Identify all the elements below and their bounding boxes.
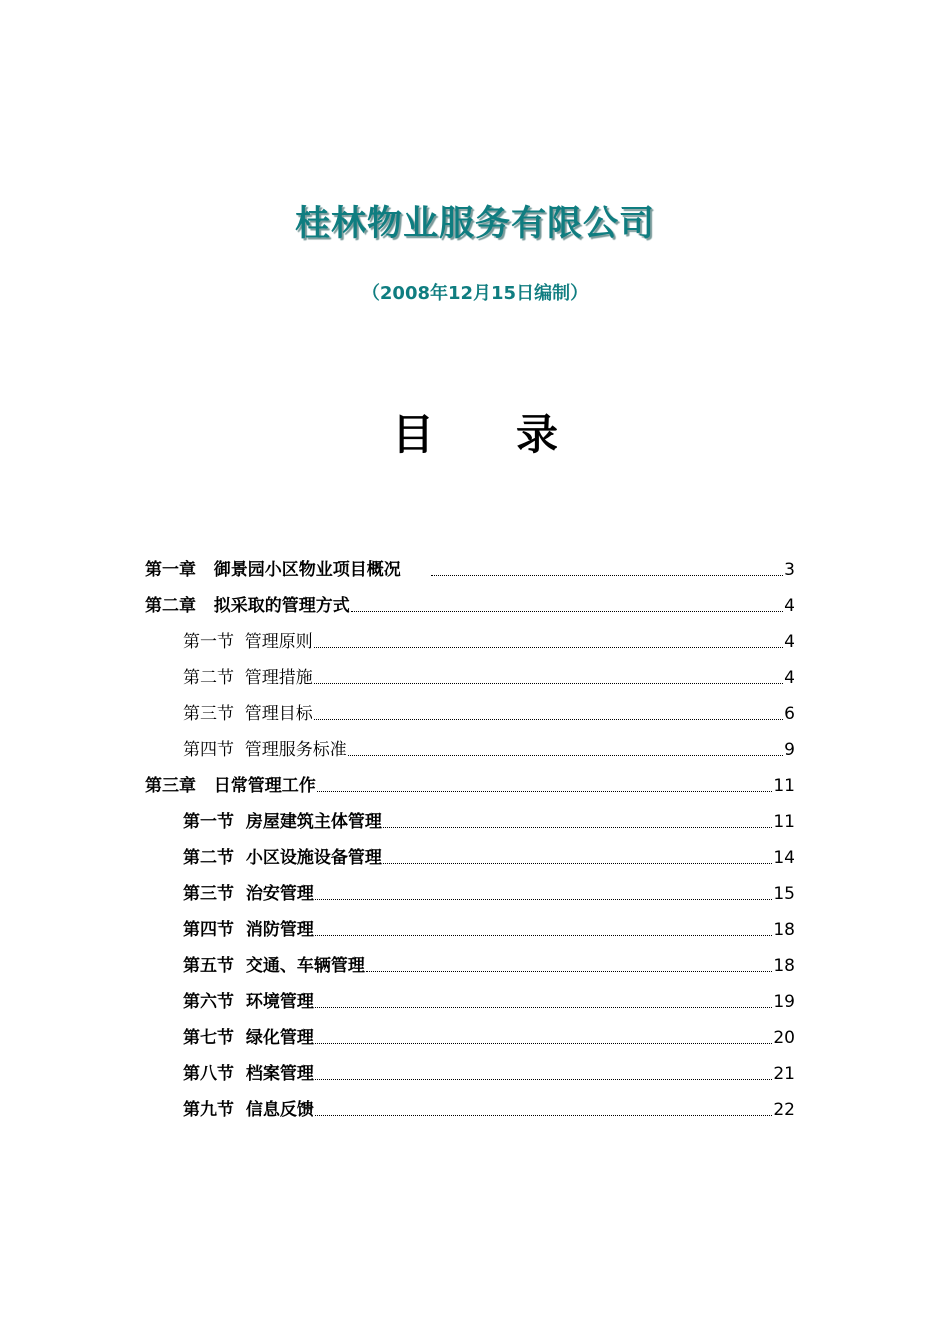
toc-dot-leader <box>314 682 783 684</box>
toc-page-number: 18 <box>773 956 795 976</box>
toc-entry-label: 第二节 管理措施 <box>183 668 313 688</box>
toc-entry-section[interactable] <box>145 689 795 725</box>
toc-page-number: 11 <box>773 776 795 796</box>
toc-entry-label: 第三节 治安管理 <box>183 884 314 904</box>
toc-entry-section[interactable] <box>145 1013 795 1049</box>
toc-entry-section[interactable] <box>145 905 795 941</box>
toc-page-number: 15 <box>773 884 795 904</box>
toc-page-number: 3 <box>784 560 795 580</box>
toc-heading-char-1: 目 <box>391 410 434 459</box>
toc-page-number: 18 <box>773 920 795 940</box>
toc-dot-leader <box>383 862 773 864</box>
toc-entry-section[interactable] <box>145 1085 795 1121</box>
toc-heading <box>0 402 950 462</box>
toc-entry-section[interactable] <box>145 833 795 869</box>
toc-entry-chapter-1[interactable] <box>145 545 795 581</box>
toc-entry-section[interactable] <box>145 653 795 689</box>
toc-entry-label: 第九节 信息反馈 <box>183 1100 314 1120</box>
toc-entry-chapter-2[interactable] <box>145 581 795 617</box>
toc-entry-section[interactable] <box>145 797 795 833</box>
toc-page-number: 20 <box>773 1028 795 1048</box>
toc-entry-label: 第四节 管理服务标准 <box>183 740 347 760</box>
toc-entry-label: 第一节 管理原则 <box>183 632 313 652</box>
toc-dot-leader <box>315 934 773 936</box>
company-title: 桂林物业服务有限公司 <box>294 204 655 244</box>
toc-entry-label: 第三节 管理目标 <box>183 704 313 724</box>
toc-dot-leader <box>315 1042 773 1044</box>
toc-entry-chapter-3[interactable] <box>145 761 795 797</box>
toc-page-number: 4 <box>784 596 795 616</box>
toc-dot-leader <box>314 718 783 720</box>
toc-entry-section[interactable] <box>145 1049 795 1085</box>
toc-dot-leader <box>317 790 773 792</box>
toc-page-number: 19 <box>773 992 795 1012</box>
toc-dot-leader <box>314 646 783 648</box>
toc-dot-leader <box>315 1006 773 1008</box>
toc-entry-label: 第七节 绿化管理 <box>183 1028 314 1048</box>
toc-page-number: 4 <box>784 632 795 652</box>
toc-page-number: 11 <box>773 812 795 832</box>
toc-entry-label: 第二章 拟采取的管理方式 <box>145 596 350 616</box>
toc-dot-leader <box>315 1078 773 1080</box>
toc-entry-section[interactable] <box>145 617 795 653</box>
toc-entry-label: 第六节 环境管理 <box>183 992 314 1012</box>
toc-entry-label: 第四节 消防管理 <box>183 920 314 940</box>
toc-dot-leader <box>431 574 783 576</box>
table-of-contents <box>145 545 795 1121</box>
toc-entry-label: 第八节 档案管理 <box>183 1064 314 1084</box>
toc-dot-leader <box>383 826 773 828</box>
toc-entry-section[interactable] <box>145 869 795 905</box>
toc-entry-label: 第五节 交通、车辆管理 <box>183 956 365 976</box>
compile-date: （2008年12月15日编制） <box>361 283 589 304</box>
toc-entry-label: 第二节 小区设施设备管理 <box>183 848 382 868</box>
toc-entry-label: 第一节 房屋建筑主体管理 <box>183 812 382 832</box>
toc-page-number: 4 <box>784 668 795 688</box>
toc-dot-leader <box>315 1114 773 1116</box>
toc-page-number: 22 <box>773 1100 795 1120</box>
toc-page-number: 6 <box>784 704 795 724</box>
toc-entry-section[interactable] <box>145 977 795 1013</box>
toc-dot-leader <box>366 970 773 972</box>
toc-entry-label: 第一章 御景园小区物业项目概况 <box>145 560 401 580</box>
toc-dot-leader <box>348 754 783 756</box>
toc-entry-section[interactable] <box>145 725 795 761</box>
toc-dot-leader <box>315 898 773 900</box>
toc-page-number: 21 <box>773 1064 795 1084</box>
toc-entry-label: 第三章 日常管理工作 <box>145 776 316 796</box>
toc-page-number: 14 <box>773 848 795 868</box>
toc-entry-section[interactable] <box>145 941 795 977</box>
toc-dot-leader <box>351 610 783 612</box>
toc-heading-char-2: 录 <box>516 410 559 459</box>
toc-page-number: 9 <box>784 740 795 760</box>
